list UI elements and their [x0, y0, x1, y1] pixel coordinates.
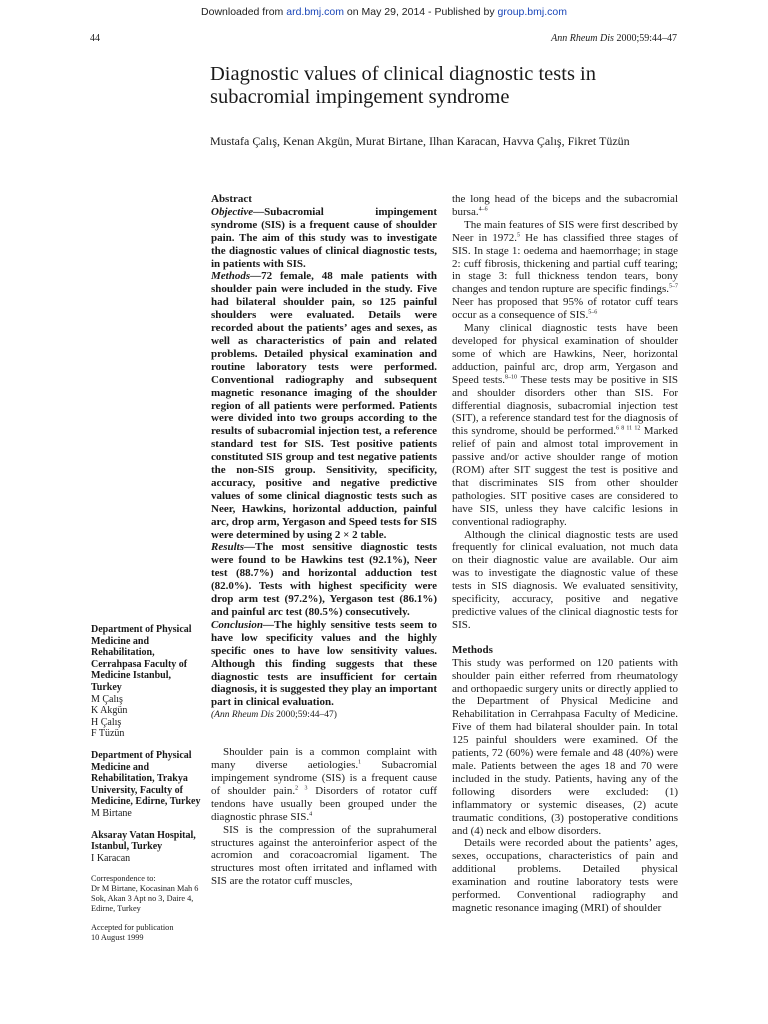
affiliation-dept: Department of Physical Medicine and Rehabilitation, Cerrahpasa Faculty of Medicine Istanbul, Turkey — [91, 624, 192, 693]
journal-volume: 2000;59:44–47 — [613, 33, 677, 44]
results-label: Results — [211, 541, 245, 554]
author-name: M Birtane — [91, 807, 132, 819]
page-number: 44 — [90, 33, 100, 44]
ref-mark: 4 — [309, 811, 313, 818]
ref-mark: 6 8 11 12 — [616, 425, 641, 432]
intro-paragraph-1 — [211, 746, 437, 823]
left-column — [211, 193, 437, 888]
author-list: Mustafa Çalış, Kenan Akgün, Murat Birtane, Ilhan Karacan, Havva Çalış, Fikret Tüzün — [210, 134, 630, 148]
ard-link[interactable]: ard.bmj.com — [286, 6, 344, 18]
correspondence-label: Correspondence to: — [91, 874, 156, 884]
author-name: I Karacan — [91, 852, 131, 864]
affiliations-sidebar — [91, 624, 203, 943]
abstract-conclusion — [211, 619, 437, 709]
abstract-heading: Abstract — [211, 193, 252, 205]
body-text: The main features of SIS were first described by Neer in 1972. — [452, 218, 678, 244]
article-title: Diagnostic values of clinical diagnostic tests in subacromial impingement syndrome — [210, 63, 596, 108]
body-text: These tests may be positive in SIS and shoulder disorders other than SIS. For differential diagnosis, subacromial injection test (SIT), a reference standard test for the diagnosis of this syndrome, should be performed. — [452, 373, 678, 438]
author-name: K Akgün — [91, 705, 128, 717]
affiliation-dept: Department of Physical Medicine and Rehabilitation, Trakya University, Faculty of Medicine, Edirne, Turkey — [91, 749, 201, 808]
methods-heading: Methods — [452, 643, 493, 656]
results-text: —The most sensitive diagnostic tests were found to be Hawkins test (92.1%), Neer test (88.7%) and horizontal adduction test (82.0%). Tests with highest specificity were drop arm test (97.2%), Yergason test (86.1%) and painful arc test (80.5%) consecutively. — [211, 541, 437, 618]
methods-paragraph-2: Details were recorded about the patients’ ages, sexes, occupations, characteristics of pain and additional problems. Detailed physical examination and routine laboratory tests were performed. Conventional radiography and magnetic resonance imaging (MRI) of shoulder — [452, 837, 678, 914]
intro-text-a: Shoulder pain is a common complaint with many diverse aetiologies. — [211, 746, 437, 772]
affiliation-3 — [91, 830, 203, 865]
body-text: He has classified three stages of SIS. In stage 1: oedema and haemorrhage; in stage 2: cuff fibrosis, thickening and partial cuff tearing; in stage 3: full thickness tendon tears, bony changes and tendon rupture are specific findings. — [452, 231, 678, 296]
ref-mark: 8–10 — [505, 374, 518, 381]
body-paragraph-3: Although the clinical diagnostic tests are used frequently for clinical evaluation, not much data on their diagnostic value are available. Our aim was to investigate the diagnostic value of these tests in SIS diagnosis. We evaluated sensitivity, specificity, accuracy, positive and negative predictive values of the clinical diagnostic tests for SIS. — [452, 528, 678, 631]
ref-mark: 5 — [517, 232, 520, 239]
journal-name: Ann Rheum Dis — [551, 33, 614, 44]
intro-paragraph-2: SIS is the compression of the suprahumeral structures against the anteroinferior aspect of the acromion and coracoacromial ligament. The structures most often irritated and inflamed with SIS are the rotator cuff muscles, — [211, 823, 437, 888]
accepted-label: Accepted for publication — [91, 923, 174, 933]
ref-mark: 2 3 — [295, 785, 308, 792]
journal-citation — [551, 33, 677, 44]
ref-mark: 5–6 — [588, 309, 598, 316]
right-column — [452, 193, 678, 915]
correspondence — [91, 874, 203, 913]
conclusion-text: —The highly sensitive tests seem to have low specificity values and the highly specific ones to have low sensitivity values. Although this finding suggests that these diagnostic tests are insufficient for certain diagnosis, it is suggested they play an important part in clinical evaluation. — [211, 618, 437, 709]
ref-mark: 1 — [358, 759, 362, 766]
methods-label: Methods — [211, 270, 251, 283]
affiliation-1 — [91, 624, 203, 740]
methods-text: —72 female, 48 male patients with shoulder pain were included in the study. Five had bilateral shoulder pain, so 125 painful shoulders were evaluated. Details were recorded about the patients’ ages and sexes, as well as characteristics of pain and related problems. Detailed physical examination and routine laboratory tests were performed. Conventional radiography and subsequent magnetic resonance imaging of the shoulder region of all patients were performed. Patients were divided into two groups according to the results of subacromial injection test, a reference standard test for SIS. Test positive patients constituted SIS group and test negative patients the non-SIS group. Sensitivity, specificity, accuracy, positive and negative predictive values of some clinical diagnostic tests such as Neer, Hawkins, horizontal adduction, painful arc, drop arm, Yergason and Speed tests for SIS were determined by using 2 × 2 table. — [211, 270, 437, 541]
abstract-citation — [211, 709, 437, 722]
abstract-objective — [211, 206, 437, 271]
abstract-methods — [211, 270, 437, 541]
affiliation-dept: Aksaray Vatan Hospital, Istanbul, Turkey — [91, 829, 196, 853]
intro-text-b: Subacromial impingement syndrome (SIS) is a frequent cause of shoulder pain. — [211, 759, 437, 797]
group-link[interactable]: group.bmj.com — [497, 6, 567, 18]
body-text: Neer has proposed that 95% of rotator cuff tears occur as a consequence of SIS. — [452, 296, 678, 322]
banner-middle: on May 29, 2014 - Published by — [344, 6, 498, 18]
objective-text: —Subacromial impingement syndrome (SIS) is a frequent cause of shoulder pain. The aim of this study was to investigate the diagnostic values of clinical diagnostic tests, in patients with SIS. — [211, 205, 437, 270]
body-paragraph-2 — [452, 322, 678, 529]
abstract-results — [211, 541, 437, 618]
ref-mark: 5–7 — [669, 283, 678, 290]
body-text: Many clinical diagnostic tests have been developed for physical examination of shoulder some of which are Hawkins, Neer, horizontal adduction, painful arc, drop arm, Yergason and Speed tests. — [452, 322, 678, 386]
cite-rest: 2000;59:44–47) — [273, 710, 337, 721]
author-name: H Çalış — [91, 716, 122, 728]
cite-journal: (Ann Rheum Dis — [211, 710, 274, 721]
author-name: M Çalış — [91, 693, 123, 705]
intro-text-c: Disorders of rotator cuff tendons have usually been grouped under the diagnostic phrase SIS. — [211, 784, 438, 823]
download-banner — [0, 6, 768, 18]
body-text: Marked relief of pain and almost total improvement in passive and/or active shoulder range of motion (ROM) after SIT suggest the test is positive and that discriminates SIS from other shoulder pathologies. SIT positive cases are considered to have SIS, unless they have calcific lesions in conventional radiography. — [452, 425, 678, 528]
banner-prefix: Downloaded from — [201, 6, 287, 18]
methods-paragraph-1: This study was performed on 120 patients with shoulder pain either referred from rheumatology and orthopaedic surgery units or directly applied to the Department of Physical Medicine and Rehabilitation in Cerrahpasa Faculty of Medicine. Five of them had bilateral shoulder pain. In total 125 painful shoulders were examined. Of the patients, 72 (60%) were female and 48 (40%) were male. Patients between the ages 18 and 70 were included in the study. Patients, having any of the following disorders were excluded: (1) inflammatory or systemic diseases, (2) acute traumatic conditions, (3) postoperative conditions and (4) neck and elbow disorders. — [452, 656, 678, 837]
accepted-date: 10 August 1999 — [91, 933, 144, 943]
correspondence-address: Dr M Birtane, Kocasinan Mah 6 Sok, Akan 3 Apt no 3, Daire 4, Edirne, Turkey — [91, 884, 199, 913]
objective-label: Objective — [211, 205, 254, 218]
abstract — [211, 193, 437, 722]
body-paragraph-0 — [452, 193, 678, 219]
accepted-note — [91, 923, 203, 943]
body-paragraph-1 — [452, 219, 678, 322]
body-text: the long head of the biceps and the subacromial bursa. — [452, 193, 678, 218]
ref-mark: 4–6 — [478, 206, 488, 213]
author-name: F Tüzün — [91, 728, 125, 740]
conclusion-label: Conclusion — [211, 618, 263, 631]
affiliation-2 — [91, 750, 203, 820]
